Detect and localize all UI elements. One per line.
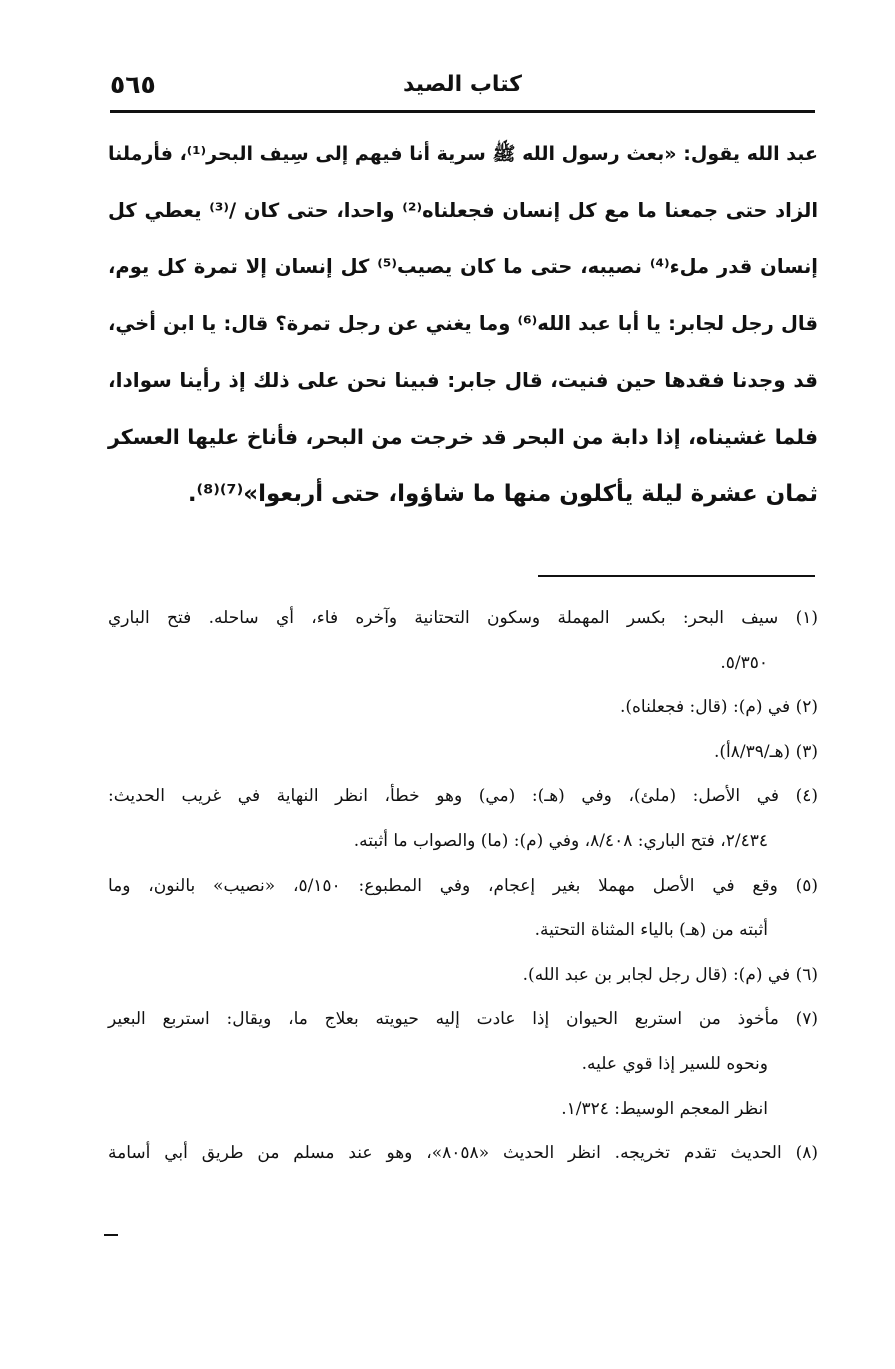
footnote-line: (٨) الحديث تقدم تخريجه. انظر الحديث «٨٠٥٨»، وهو عند مسلم من طريق أبي أسامة xyxy=(108,1143,818,1164)
footnote-line: (٦) في (م): (قال رجل لجابر بن عبد الله). xyxy=(522,964,818,985)
footnote-line: (٣) (هـ/٨/٣٩أ). xyxy=(713,741,818,762)
main-text-line: فلما غشيناه، إذا دابة من البحر قد خرجت من البحر، فأناخ عليها العسكر xyxy=(108,424,818,449)
chapter-title: كتاب الصيد xyxy=(403,72,522,97)
footnote-line: (٥) وقع في الأصل مهملا بغير إعجام، وفي المطبوع: ٥/١٥٠، «نصيب» بالنون، وما xyxy=(108,875,819,896)
continuation-mark xyxy=(104,1234,118,1236)
footnote-line: (٢) في (م): (قال: فجعلناه). xyxy=(619,697,818,718)
footnotes xyxy=(108,596,818,1176)
footnote-divider xyxy=(538,575,815,577)
footnote-line: (٤) في الأصل: (ملئ)، وفي (هـ): (مي) وهو خطأ، انظر النهاية في غريب الحديث: xyxy=(108,786,818,807)
footnote-line: أثبته من (هـ) بالياء المثناة التحتية. xyxy=(534,920,768,941)
main-text-line: عبد الله يقول: «بعث رسول الله ﷺ سرية أنا فيهم إلى سِيف البحر⁽¹⁾، فأرملنا xyxy=(108,143,818,165)
header-divider xyxy=(110,110,815,113)
main-text xyxy=(108,126,818,522)
main-text-line: ثمان عشرة ليلة يأكلون منها ما شاؤوا، حتى أربعوا»⁽⁷⁾⁽⁸⁾. xyxy=(187,480,818,507)
footnote-line: (٧) مأخوذ من استربع الحيوان إذا عادت إليه حيويته بعلاج ما، ويقال: استربع البعير xyxy=(108,1009,818,1030)
footnote-line: ونحوه للسير إذا قوي عليه. xyxy=(581,1053,768,1074)
main-text-line: قد وجدنا فقدها حين فنيت، قال جابر: فبينا نحن على ذلك إذ رأينا سوادا، xyxy=(108,368,818,393)
footnote-line: (١) سيف البحر: بكسر المهملة وسكون التحتانية وآخره فاء، أي ساحله. فتح الباري xyxy=(108,608,818,628)
page-header xyxy=(110,68,815,108)
page-number: ٥٦٥ xyxy=(110,70,156,99)
footnote-line: ٥/٣٥٠. xyxy=(720,652,768,673)
main-text-line: إنسان قدر ملء⁽⁴⁾ نصيبه، حتى ما كان يصيب⁽⁵⁾ كل إنسان إلا تمرة كل يوم، xyxy=(108,255,818,279)
footnote-line: ٢/٤٣٤، فتح الباري: ٨/٤٠٨، وفي (م): (ما) والصواب ما أثبته. xyxy=(353,830,768,851)
main-text-line: الزاد حتى جمعنا ما مع كل إنسان فجعلناه⁽²⁾ واحدا، حتى كان /⁽³⁾ يعطي كل xyxy=(108,198,819,222)
main-text-line: قال رجل لجابر: يا أبا عبد الله⁽⁶⁾ وما يغني عن رجل تمرة؟ قال: يا ابن أخي، xyxy=(108,311,818,335)
footnote-line: انظر المعجم الوسيط: ١/٣٢٤. xyxy=(561,1098,768,1119)
